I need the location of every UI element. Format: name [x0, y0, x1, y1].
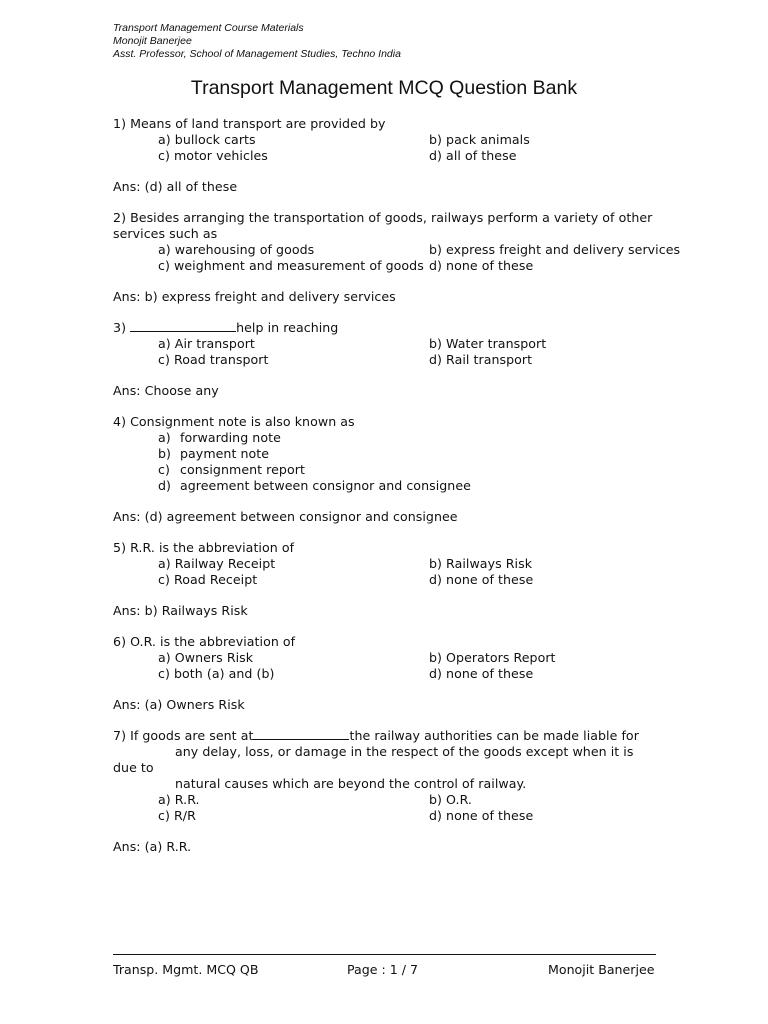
question-6-option-a: a) Owners Risk — [158, 650, 254, 665]
footer-divider — [113, 954, 656, 955]
question-1-answer: Ans: (d) all of these — [113, 179, 238, 194]
question-5-option-b: b) Railways Risk — [429, 556, 533, 571]
question-5-answer: Ans: b) Railways Risk — [113, 603, 248, 618]
question-2-answer: Ans: b) express freight and delivery services — [113, 289, 396, 304]
question-7-option-d: d) none of these — [429, 808, 534, 823]
question-4-option-a: a) forwarding note — [158, 430, 281, 445]
question-1-option-c: c) motor vehicles — [158, 148, 268, 163]
question-4-answer: Ans: (d) agreement between consignor and consignee — [113, 509, 458, 524]
header-author: Monojit Banerjee — [113, 35, 192, 47]
question-3-option-c: c) Road transport — [158, 352, 269, 367]
question-list — [113, 116, 693, 855]
question-5-stem: 5) R.R. is the abbreviation of — [113, 540, 295, 555]
footer-page-number: Page : 1 / 7 — [347, 962, 419, 977]
footer-author: Monojit Banerjee — [548, 962, 655, 977]
question-4-option-b: b) payment note — [158, 446, 270, 461]
question-3-stem-prefix: 3) — [113, 320, 127, 335]
question-2-stem-continued: services such as — [113, 226, 218, 241]
question-1-option-d: d) all of these — [429, 148, 517, 163]
question-7-stem-line2: any delay, loss, or damage in the respect of the goods except when it is — [175, 744, 634, 759]
question-2-option-a: a) warehousing of goods — [158, 242, 315, 257]
question-7-answer: Ans: (a) R.R. — [113, 839, 192, 854]
question-7-stem-prefix: 7) If goods are sent at — [113, 728, 254, 743]
question-7-option-b: b) O.R. — [429, 792, 472, 807]
fill-in-blank — [130, 320, 236, 332]
question-3-answer: Ans: Choose any — [113, 383, 219, 398]
page-title: Transport Management MCQ Question Bank — [190, 77, 578, 99]
question-1-option-a: a) bullock carts — [158, 132, 256, 147]
question-2-stem: 2) Besides arranging the transportation of goods, railways perform a variety of other — [113, 210, 653, 225]
fill-in-blank — [253, 728, 349, 740]
question-1-option-b: b) pack animals — [429, 132, 530, 147]
question-6-option-c: c) both (a) and (b) — [158, 666, 275, 681]
question-6-option-b: b) Operators Report — [429, 650, 556, 665]
question-4-option-c: c) consignment report — [158, 462, 305, 477]
header-position: Asst. Professor, School of Management Studies, Techno India — [113, 48, 401, 60]
question-1-stem: 1) Means of land transport are provided by — [113, 116, 386, 131]
question-2-option-d: d) none of these — [429, 258, 534, 273]
question-3-option-b: b) Water transport — [429, 336, 547, 351]
question-3-stem-suffix: help in reaching — [236, 320, 339, 335]
question-2-option-b: b) express freight and delivery services — [429, 242, 681, 257]
running-header — [113, 22, 613, 61]
question-4-stem: 4) Consignment note is also known as — [113, 414, 355, 429]
question-5-option-d: d) none of these — [429, 572, 534, 587]
question-5-option-c: c) Road Receipt — [158, 572, 258, 587]
question-7-stem-suffix: the railway authorities can be made liable for — [349, 728, 639, 743]
question-6-answer: Ans: (a) Owners Risk — [113, 697, 245, 712]
question-7-option-c: c) R/R — [158, 808, 196, 823]
question-6-option-d: d) none of these — [429, 666, 534, 681]
question-7-stem-line4: natural causes which are beyond the control of railway. — [175, 776, 527, 791]
question-6-stem: 6) O.R. is the abbreviation of — [113, 634, 296, 649]
question-7-option-a: a) R.R. — [158, 792, 200, 807]
question-7-stem-line3: due to — [113, 760, 154, 775]
question-3-stem — [113, 320, 693, 336]
question-3-option-a: a) Air transport — [158, 336, 255, 351]
header-course: Transport Management Course Materials — [113, 22, 304, 34]
question-3-option-d: d) Rail transport — [429, 352, 533, 367]
question-7-stem — [113, 728, 693, 744]
question-2-option-c: c) weighment and measurement of goods — [158, 258, 424, 273]
footer-doc-title: Transp. Mgmt. MCQ QB — [113, 962, 259, 977]
question-4-option-d: d) agreement between consignor and consignee — [158, 478, 471, 493]
question-5-option-a: a) Railway Receipt — [158, 556, 276, 571]
